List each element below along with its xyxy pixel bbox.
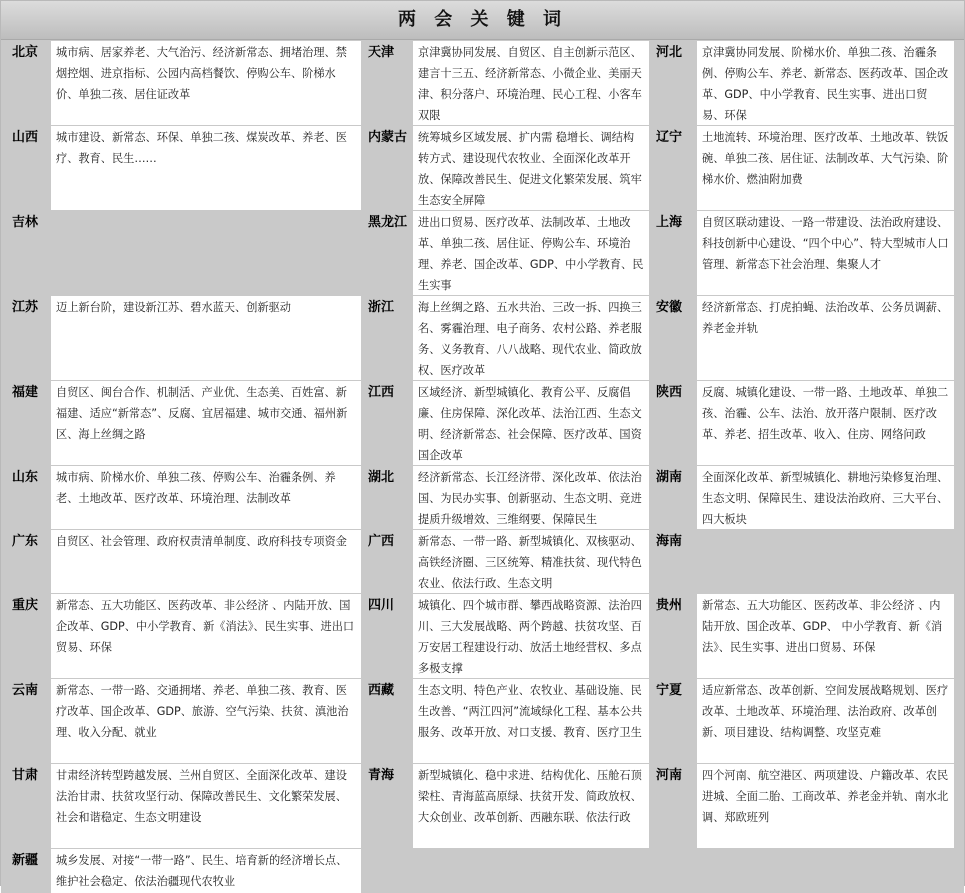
province-name: 西藏	[362, 679, 412, 763]
province-name: 宁夏	[650, 679, 696, 763]
table-title: 两 会 关 键 词	[1, 1, 964, 40]
province-keywords: 自贸区联动建设、一路一带建设、法治政府建设、科技创新中心建设、“四个中心”、特大型城市人口管理、新常态下社会治理、集聚人才	[697, 211, 954, 295]
province-name: 湖南	[650, 466, 696, 529]
province-keywords	[697, 530, 954, 593]
province-name: 陕西	[650, 381, 696, 465]
province-name: 海南	[650, 530, 696, 593]
province-name: 山西	[6, 126, 50, 210]
province-keywords: 京津冀协同发展、自贸区、自主创新示范区、建言十三五、经济新常态、小微企业、美丽天津、积分落户、环境治理、民心工程、小客车双限	[413, 41, 649, 125]
province-keywords: 四个河南、航空港区、两项建设、户籍改革、农民进城、全面二胎、工商改革、养老金并轨、南水北调、郑欧班列	[697, 764, 954, 848]
province-keywords: 城市病、阶梯水价、单独二孩、停购公车、治霾条例、养老、土地改革、医疗改革、环境治理、法制改革	[51, 466, 361, 529]
province-keywords: 新常态、五大功能区、医药改革、非公经济 、内陆开放、国企改革、GDP、中小学教育、新《消法》、民生实事、进出口贸易、环保	[51, 594, 361, 678]
province-name: 北京	[6, 41, 50, 125]
province-keywords: 新常态、一带一路、新型城镇化、双核驱动、高铁经济圈、三区统筹、精准扶贫、现代特色农业、依法行政、生态文明	[413, 530, 649, 593]
province-keywords	[51, 211, 361, 295]
province-keywords	[413, 849, 649, 893]
province-keywords: 城镇化、四个城市群、攀西战略资源、法治四川、三大发展战略、两个跨越、扶贫攻坚、百万安居工程建设行动、放活土地经营权、多点多极支撑	[413, 594, 649, 678]
province-name: 贵州	[650, 594, 696, 678]
province-name: 黑龙江	[362, 211, 412, 295]
province-keywords: 自贸区、社会管理、政府权责清单制度、政府科技专项资金	[51, 530, 361, 593]
province-name: 四川	[362, 594, 412, 678]
province-keywords: 反腐、城镇化建设、一带一路、土地改革、单独二孩、治霾、公车、法治、放开落户限制、医疗改革、养老、招生改革、收入、住房、网络问政	[697, 381, 954, 465]
province-name: 山东	[6, 466, 50, 529]
province-name: 天津	[362, 41, 412, 125]
province-keywords: 经济新常态、打虎拍蝇、法治改革、公务员调薪、养老金并轨	[697, 296, 954, 380]
province-name: 河南	[650, 764, 696, 848]
province-keywords: 新常态、五大功能区、医药改革、非公经济 、内陆开放、国企改革、GDP、 中小学教育、新《消法》、民生实事、进出口贸易、环保	[697, 594, 954, 678]
province-name: 浙江	[362, 296, 412, 380]
province-keywords: 统筹城乡区域发展、扩内需 稳增长、调结构 转方式、建设现代农牧业、全面深化改革开放、保障改善民生、促进文化繁荣发展、筑牢生态安全屏障	[413, 126, 649, 210]
province-keywords: 经济新常态、长江经济带、深化改革、依法治国、为民办实事、创新驱动、生态文明、竞进提质升级增效、三维纲要、保障民生	[413, 466, 649, 529]
province-name: 上海	[650, 211, 696, 295]
province-keywords: 自贸区、闽台合作、机制活、产业优、生态美、百姓富、新福建、适应“新常态”、反腐、宜居福建、城市交通、福州新区、海上丝绸之路	[51, 381, 361, 465]
province-keywords: 海上丝绸之路、五水共治、三改一拆、四换三名、雾霾治理、电子商务、农村公路、养老服务、义务教育、八八战略、现代农业、简政放权、医疗改革	[413, 296, 649, 380]
province-name: 辽宁	[650, 126, 696, 210]
province-keywords: 城乡发展、对接“一带一路”、民生、培育新的经济增长点、维护社会稳定、依法治疆现代农牧业	[51, 849, 361, 893]
province-name: 福建	[6, 381, 50, 465]
province-name: 江苏	[6, 296, 50, 380]
province-name: 江西	[362, 381, 412, 465]
province-keywords: 生态文明、特色产业、农牧业、基础设施、民生改善、“两江四河”流域绿化工程、基本公共服务、改革开放、对口支援、教育、医疗卫生	[413, 679, 649, 763]
province-keywords	[697, 849, 954, 893]
province-name: 广西	[362, 530, 412, 593]
province-keywords: 新型城镇化、稳中求进、结构优化、压舱石顶梁柱、青海蓝高原绿、扶贫开发、简政放权、大众创业、改革创新、西融东联、依法行政	[413, 764, 649, 848]
province-keywords: 城市病、居家养老、大气治污、经济新常态、拥堵治理、禁烟控烟、进京指标、公园内高档餐饮、停购公车、阶梯水价、单独二孩、居住证改革	[51, 41, 361, 125]
province-keywords: 进出口贸易、医疗改革、法制改革、土地改革、单独二孩、居住证、停购公车、环境治理、养老、国企改革、GDP、中小学教育、民生实事	[413, 211, 649, 295]
province-name: 吉林	[6, 211, 50, 295]
province-name	[362, 849, 412, 893]
province-keywords: 新常态、一带一路、交通拥堵、养老、单独二孩、教育、医疗改革、国企改革、GDP、旅游、空气污染、扶贫、滇池治理、收入分配、就业	[51, 679, 361, 763]
province-name: 安徽	[650, 296, 696, 380]
province-keywords: 甘肃经济转型跨越发展、兰州自贸区、全面深化改革、建设法治甘肃、扶贫攻坚行动、保障改善民生、文化繁荣发展、社会和谐稳定、生态文明建设	[51, 764, 361, 848]
province-name: 河北	[650, 41, 696, 125]
province-name: 广东	[6, 530, 50, 593]
province-name	[650, 849, 696, 893]
province-name: 内蒙古	[362, 126, 412, 210]
province-name: 云南	[6, 679, 50, 763]
province-name: 重庆	[6, 594, 50, 678]
province-keywords: 区域经济、新型城镇化、教育公平、反腐倡廉、住房保障、深化改革、法治江西、生态文明、经济新常态、社会保障、医疗改革、国资国企改革	[413, 381, 649, 465]
province-name: 湖北	[362, 466, 412, 529]
province-keywords: 全面深化改革、新型城镇化、耕地污染修复治理、生态文明、保障民生、建设法治政府、三大平台、四大板块	[697, 466, 954, 529]
province-keywords: 城市建设、新常态、环保、单独二孩、煤炭改革、养老、医疗、教育、民生……	[51, 126, 361, 210]
province-name: 青海	[362, 764, 412, 848]
province-keywords: 土地流转、环境治理、医疗改革、土地改革、铁饭碗、单独二孩、居住证、法制改革、大气污染、阶梯水价、燃油附加费	[697, 126, 954, 210]
province-keywords: 京津冀协同发展、阶梯水价、单独二孩、治霾条例、停购公车、养老、新常态、医药改革、国企改革、GDP、中小学教育、民生实事、进出口贸易、环保	[697, 41, 954, 125]
province-name: 甘肃	[6, 764, 50, 848]
keywords-grid	[1, 40, 964, 893]
province-keywords: 迈上新台阶，建设新江苏、碧水蓝天、创新驱动	[51, 296, 361, 380]
province-name: 新疆	[6, 849, 50, 893]
province-keywords: 适应新常态、改革创新、空间发展战略规划、医疗改革、土地改革、环境治理、法治政府、改革创新、项目建设、结构调整、攻坚克难	[697, 679, 954, 763]
